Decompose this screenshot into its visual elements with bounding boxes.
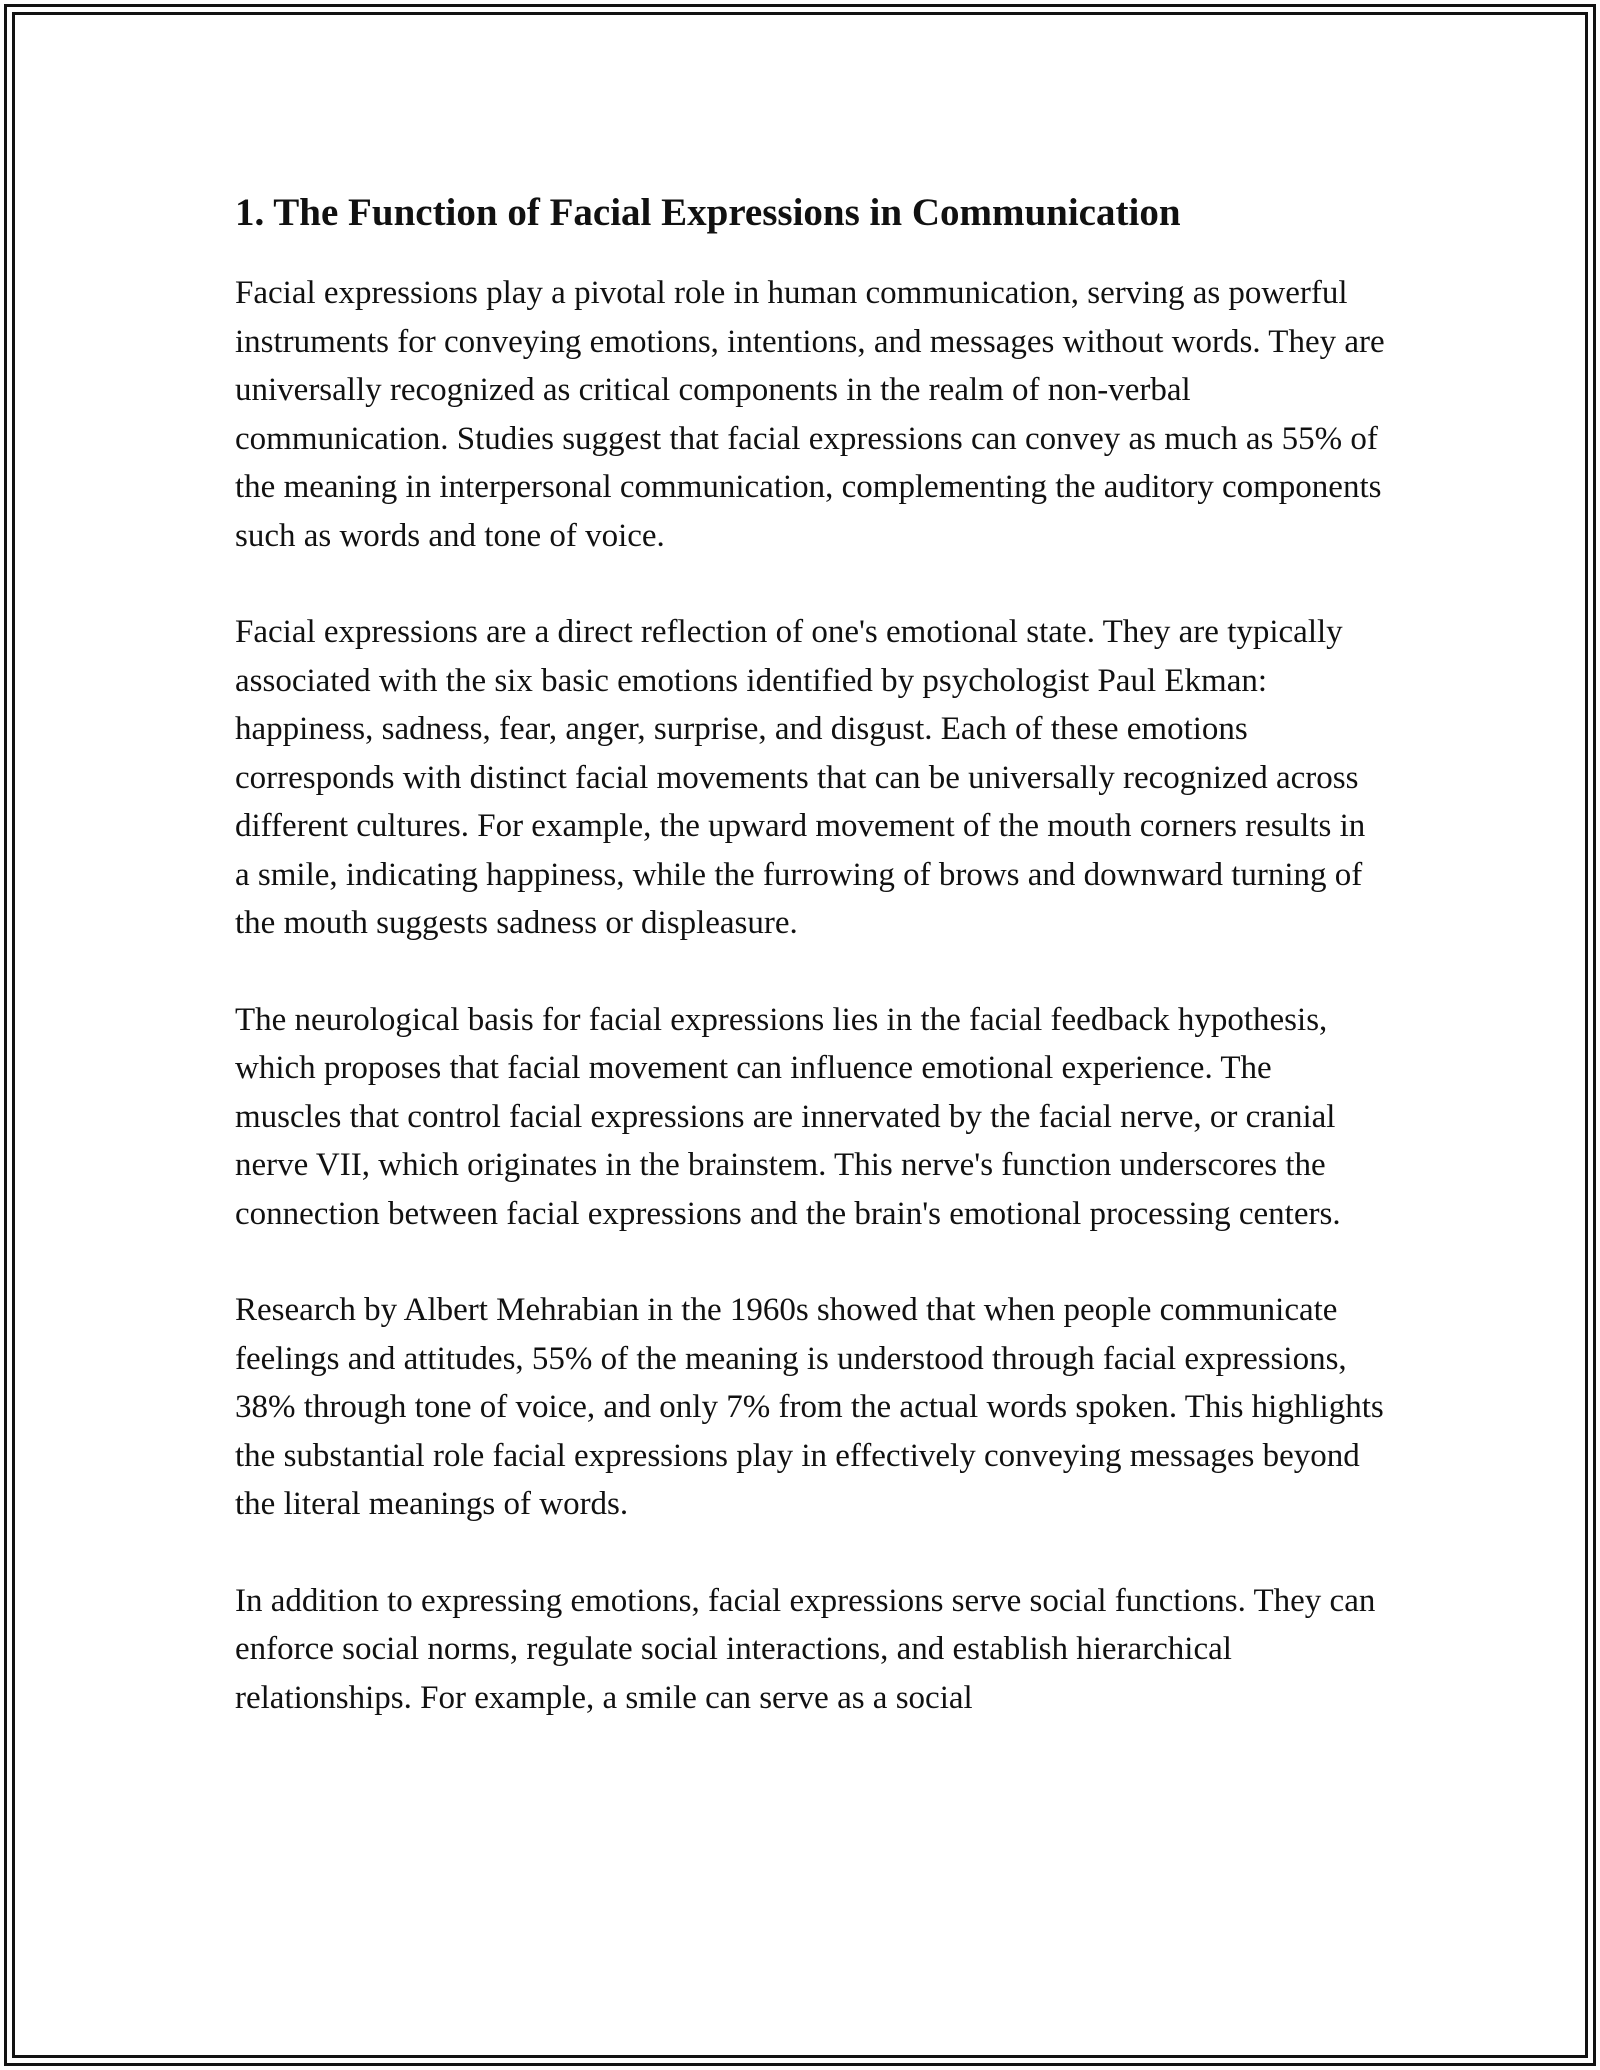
document-body <box>235 186 1385 1770</box>
paragraph-3: The neurological basis for facial expressions lies in the facial feedback hypothesis, which proposes that facial movement can influence emotional experience. The muscles that control facial expressions are innervated by the facial nerve, or cranial nerve VII, which originates in the brainstem. This nerve's function underscores the connection between facial expressions and the brain's emotional processing centers. <box>235 1001 1341 1232</box>
paragraph-2: Facial expressions are a direct reflection of one's emotional state. They are typically associated with the six basic emotions identified by psychologist Paul Ekman: happiness, sadness, fear, anger, surprise, and disgust. Each of these emotions corresponds with distinct facial movements that can be universally recognized across different cultures. For example, the upward movement of the mouth corners results in a smile, indicating happiness, while the furrowing of brows and downward turning of the mouth suggests sadness or displeasure. <box>235 614 1366 941</box>
section-heading: 1. The Function of Facial Expressions in Communication <box>235 191 1181 234</box>
paragraph-1: Facial expressions play a pivotal role in human communication, serving as powerful instruments for conveying emotions, intentions, and messages without words. They are universally recognized as critical components in the realm of non-verbal communication. Studies suggest that facial expressions can convey as much as 55% of the meaning in interpersonal communication, complementing the auditory components such as words and tone of voice. <box>235 275 1385 554</box>
paragraph-4: Research by Albert Mehrabian in the 1960s showed that when people communicate feelings and attitudes, 55% of the meaning is understood through facial expressions, 38% through tone of voice, and only 7% from the actual words spoken. This highlights the substantial role facial expressions play in effectively conveying messages beyond the literal meanings of words. <box>235 1292 1384 1522</box>
paragraph-5: In addition to expressing emotions, facial expressions serve social functions. They can enforce social norms, regulate social interactions, and establish hierarchical relationships. For example, a smile can serve as a social <box>235 1582 1376 1716</box>
